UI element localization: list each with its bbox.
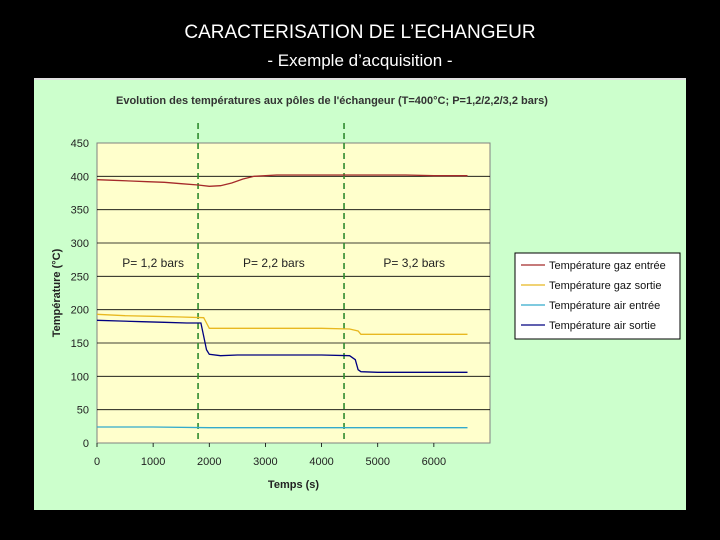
y-tick-label: 50 <box>76 404 89 417</box>
y-tick-label: 300 <box>70 238 89 250</box>
pressure-annotation: P= 3,2 bars <box>383 256 446 270</box>
x-tick-label: 0 <box>93 456 101 468</box>
x-axis-label: Temps (s) <box>267 479 320 491</box>
y-tick-label: 400 <box>70 171 89 184</box>
slide-title: CARACTERISATION DE L’ECHANGEUR <box>184 22 536 43</box>
y-tick-label: 250 <box>70 271 89 284</box>
chart-title: Evolution des températures aux pôles de l'échangeur (T=400°C; P=1,2/2,2/3,2 bars) <box>116 95 548 107</box>
y-tick-label: 450 <box>70 138 89 150</box>
series-line <box>97 427 468 428</box>
pressure-annotation: P= 1,2 bars <box>122 256 185 270</box>
x-tick-label: 1000 <box>140 456 166 468</box>
legend-entry: Température air entrée <box>549 300 661 312</box>
chart-frame <box>34 78 686 510</box>
x-tick-label: 6000 <box>421 456 447 468</box>
legend-entry: Température gaz sortie <box>549 280 662 292</box>
pressure-annotation: P= 2,2 bars <box>242 256 305 270</box>
slide-subtitle: - Exemple d’acquisition - <box>267 51 453 70</box>
y-tick-label: 0 <box>82 438 89 450</box>
y-tick-label: 200 <box>70 304 89 317</box>
x-tick-label: 5000 <box>365 456 390 468</box>
y-tick-label: 350 <box>70 204 89 217</box>
y-tick-label: 150 <box>70 338 89 350</box>
x-tick-label: 3000 <box>253 456 278 468</box>
plot-area <box>97 143 490 443</box>
temperature-chart <box>34 80 686 510</box>
legend-entry: Température gaz entrée <box>549 260 666 272</box>
legend-entry: Température air sortie <box>549 320 656 332</box>
y-tick-label: 100 <box>70 371 89 384</box>
y-axis-label: Température (°C) <box>51 248 63 338</box>
x-tick-label: 2000 <box>197 456 222 468</box>
x-tick-label: 4000 <box>309 456 334 468</box>
